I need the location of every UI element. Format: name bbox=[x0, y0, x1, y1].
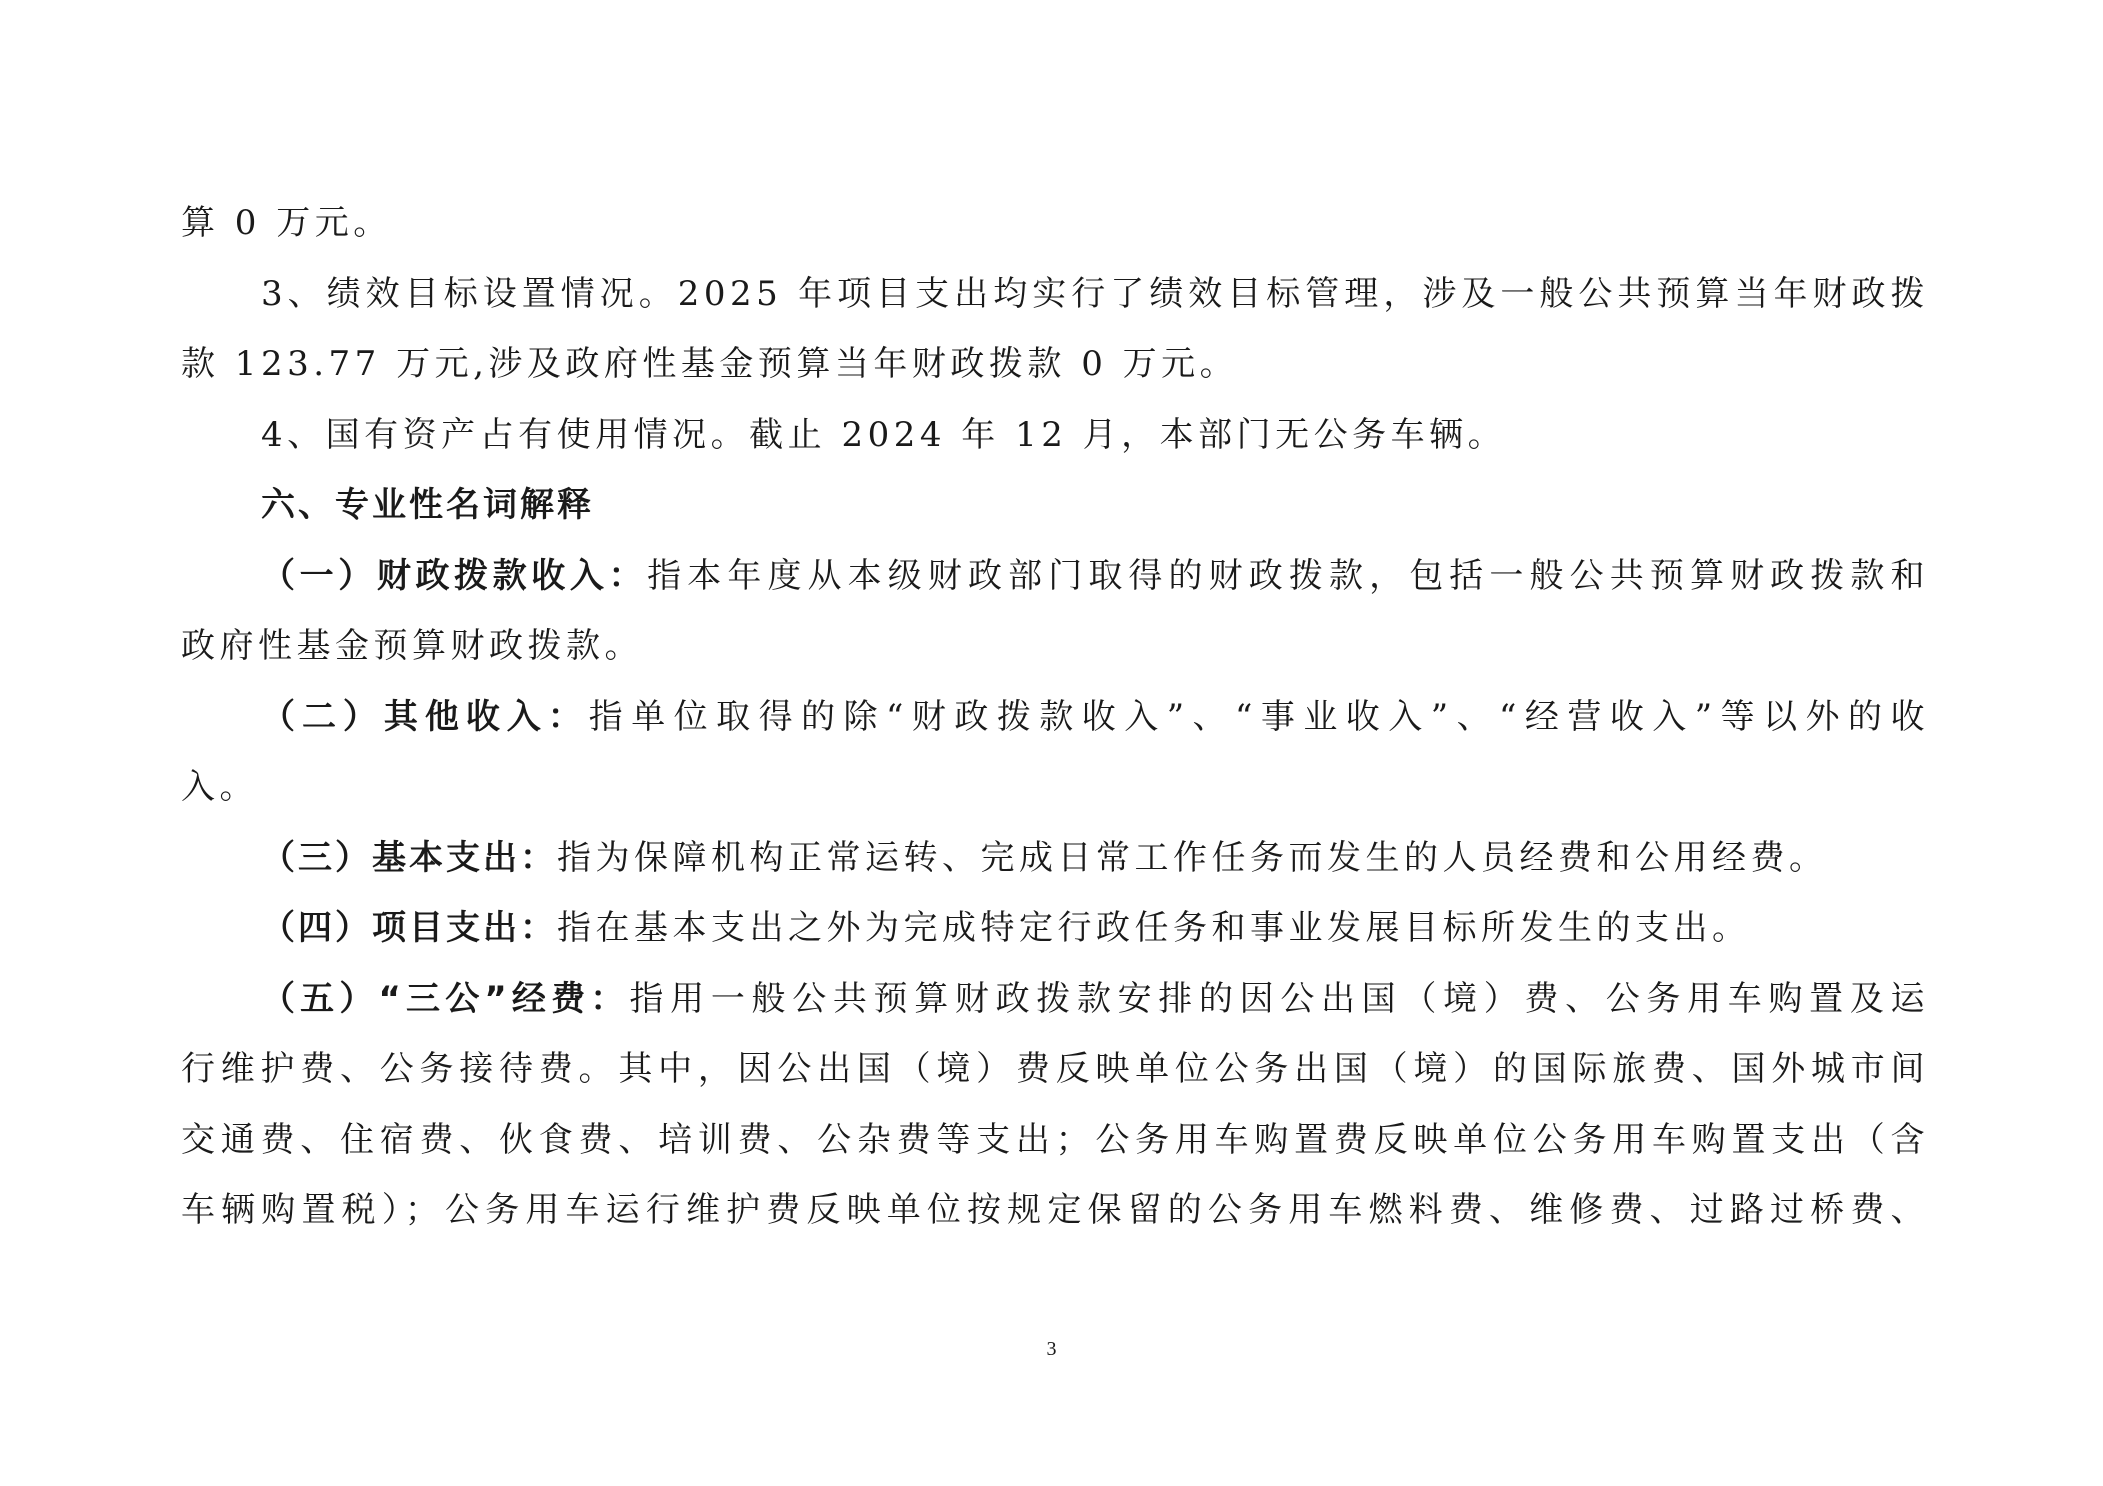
definition-line bbox=[181, 893, 1929, 964]
paragraph-line: 车辆购置税）；公务用车运行维护费反映单位按规定保留的公务用车燃料费、维修费、过路过桥费、 bbox=[181, 1190, 1929, 1230]
section-heading: 六、专业性名词解释 bbox=[261, 485, 594, 525]
page-number: 3 bbox=[1046, 1338, 1057, 1360]
definition-text: 指在基本支出之外为完成特定行政任务和事业发展目标所发生的支出。 bbox=[557, 908, 1751, 948]
definition-term: （三）基本支出： bbox=[261, 837, 557, 878]
definition-text: 指为保障机构正常运转、完成日常工作任务而发生的人员经费和公用经费。 bbox=[557, 837, 1828, 878]
definition-text: 指用一般公共预算财政拨款安排的因公出国（境）费、公务用车购置及运 bbox=[629, 978, 1929, 1019]
paragraph-line: 4、国有资产占有使用情况。截止 2024 年 12 月，本部门无公务车辆。 bbox=[261, 414, 1507, 455]
definition-line bbox=[181, 541, 1929, 612]
definition-term: （二）其他收入： bbox=[261, 696, 589, 737]
paragraph-line: 算 0 万元。 bbox=[181, 203, 392, 243]
definition-term: （五）“三公”经费： bbox=[261, 978, 630, 1019]
paragraph-line: 3、绩效目标设置情况。2025 年项目支出均实行了绩效目标管理，涉及一般公共预算当年财政拨 bbox=[261, 273, 1929, 314]
body-text bbox=[181, 188, 1929, 1246]
definition-line bbox=[181, 682, 1929, 753]
definition-line bbox=[181, 964, 1929, 1035]
definition-term: （四）项目支出： bbox=[261, 908, 557, 948]
paragraph-line: 交通费、住宿费、伙食费、培训费、公杂费等支出；公务用车购置费反映单位公务用车购置支出（含 bbox=[181, 1119, 1929, 1160]
paragraph-line: 入。 bbox=[181, 767, 258, 807]
paragraph-line: 政府性基金预算财政拨款。 bbox=[181, 626, 643, 666]
definition-text: 指单位取得的除“财政拨款收入”、“事业收入”、“经营收入”等以外的收 bbox=[588, 696, 1929, 737]
paragraph-line: 行维护费、公务接待费。其中，因公出国（境）费反映单位公务出国（境）的国际旅费、国外城市间 bbox=[181, 1049, 1929, 1089]
definition-term: （一）财政拨款收入： bbox=[261, 555, 648, 596]
definition-line bbox=[181, 823, 1929, 894]
definition-text: 指本年度从本级财政部门取得的财政拨款，包括一般公共预算财政拨款和 bbox=[647, 555, 1929, 596]
paragraph-line: 款 123.77 万元,涉及政府性基金预算当年财政拨款 0 万元。 bbox=[181, 344, 1239, 384]
